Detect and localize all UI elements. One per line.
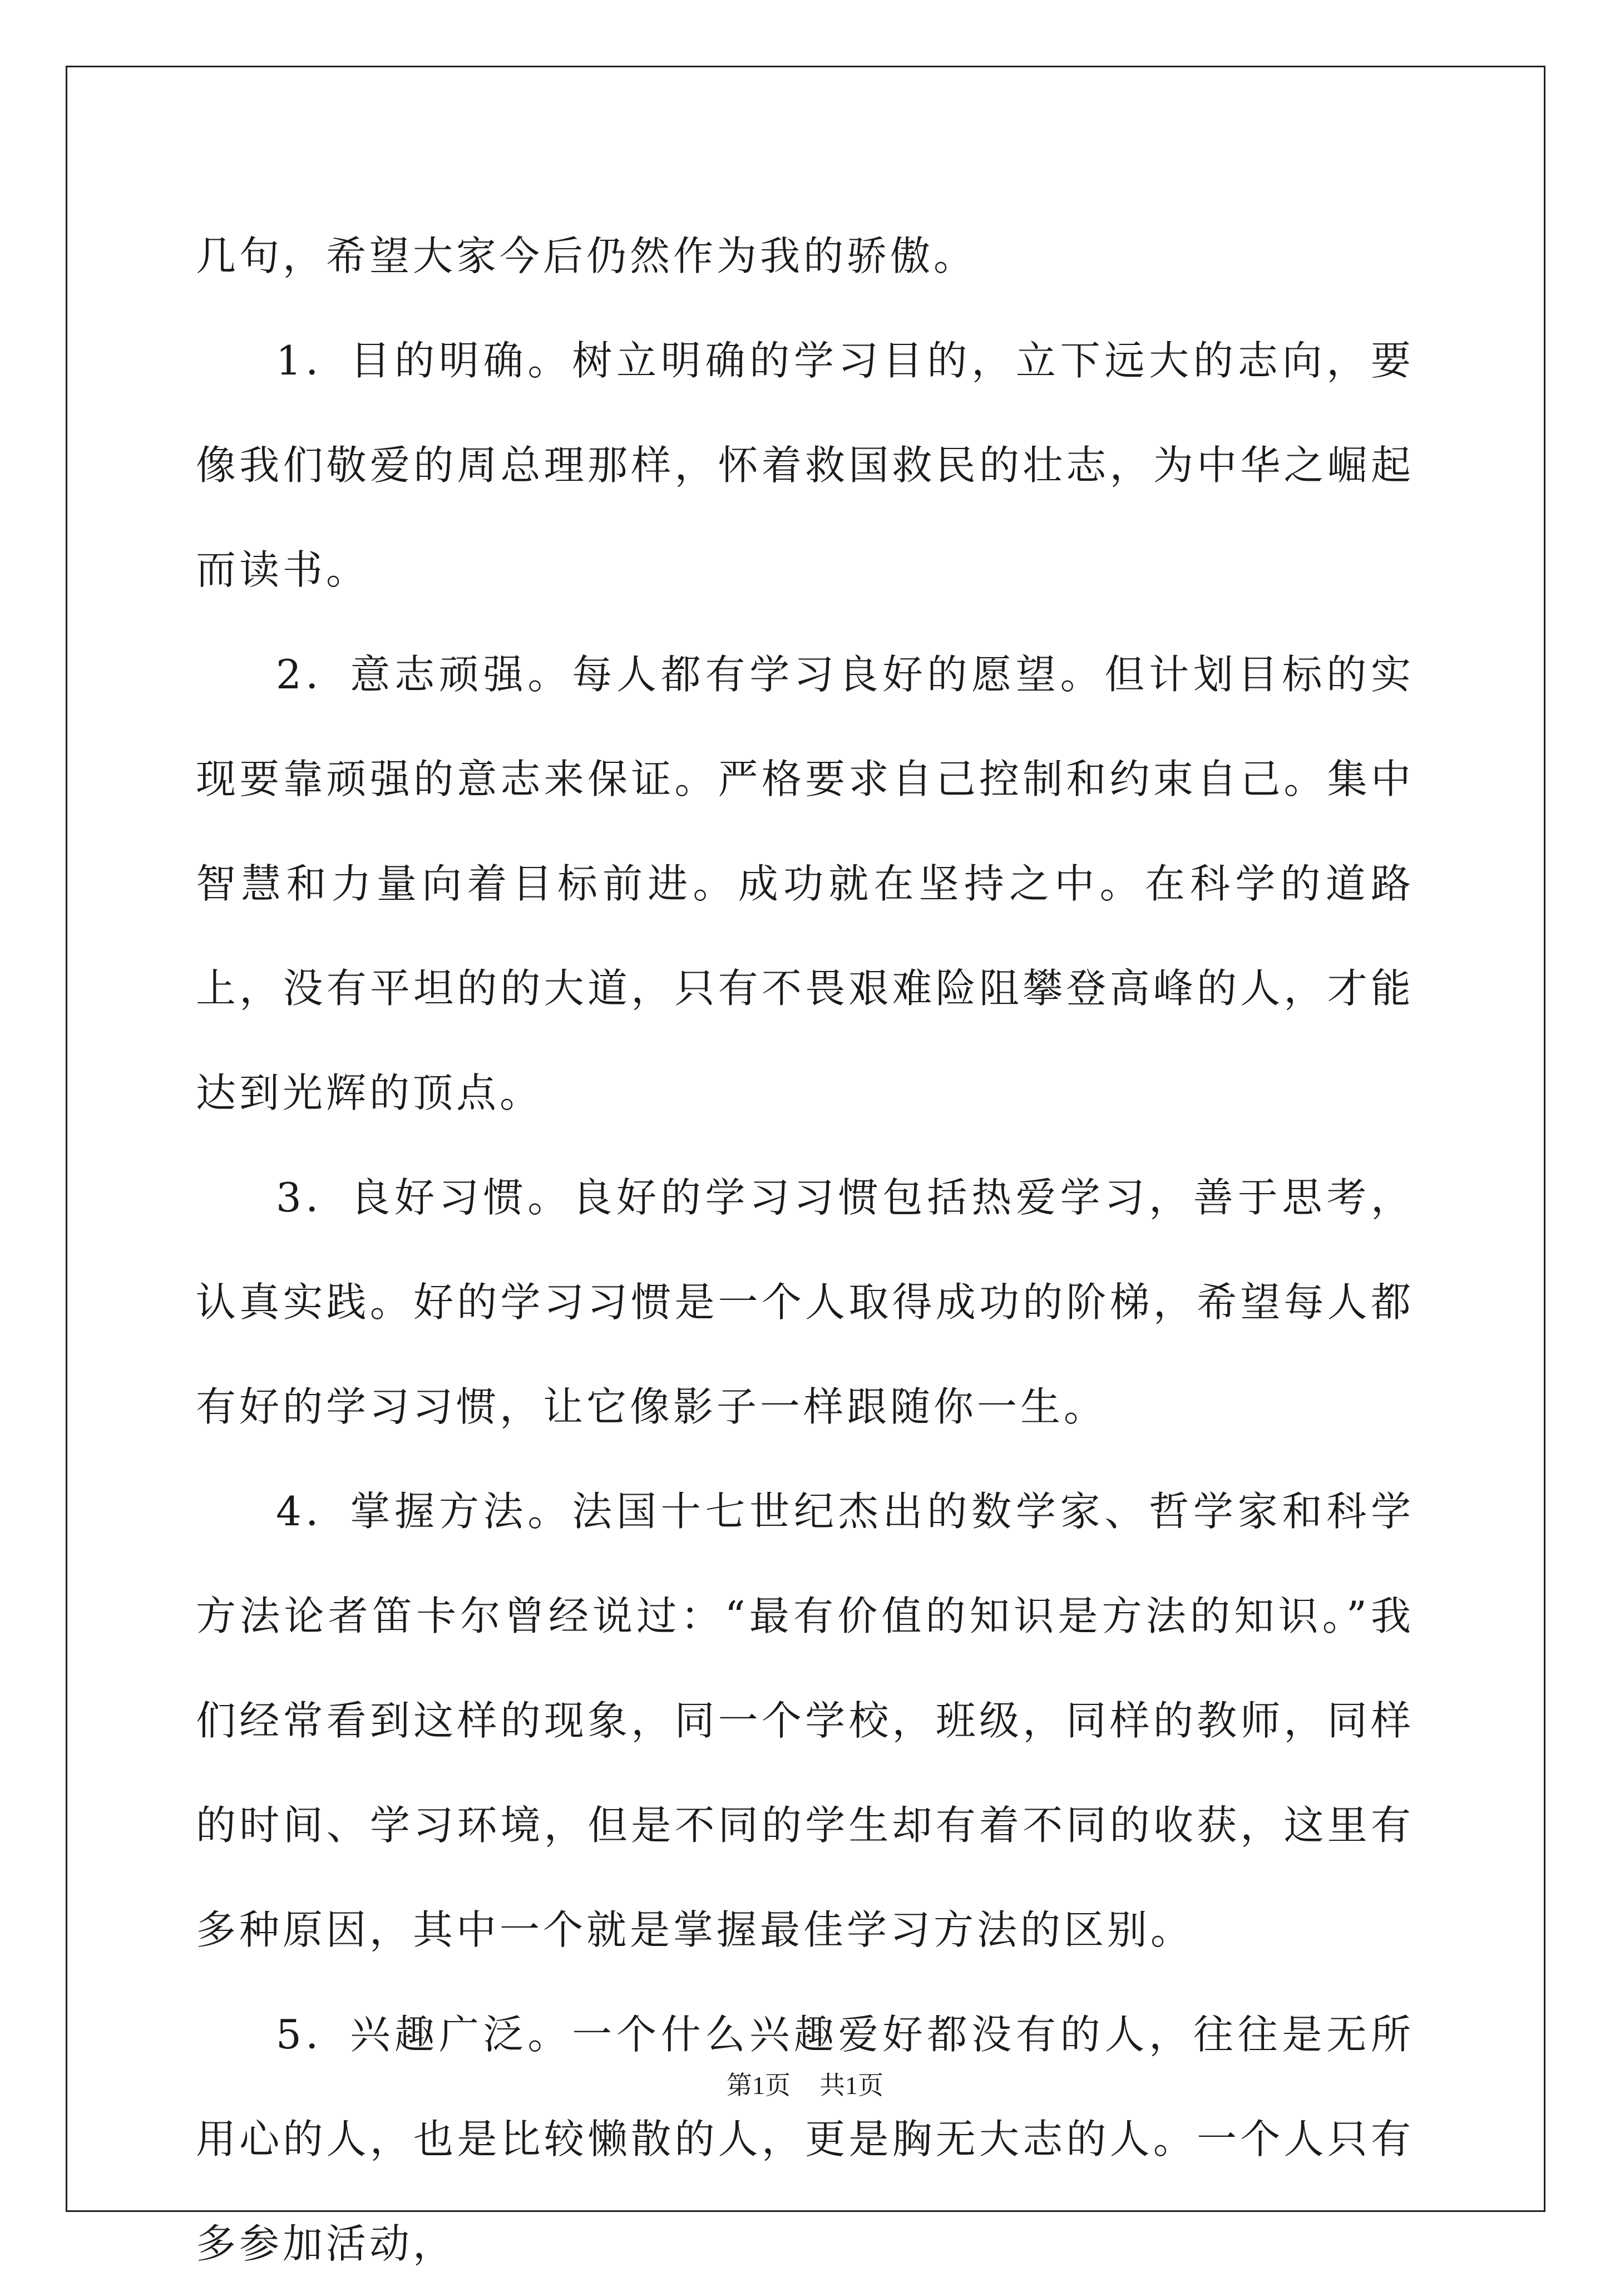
document-body: [196, 204, 1414, 2296]
page-footer: [0, 2069, 1610, 2102]
paragraph-item-3: 3．良好习惯。良好的学习习惯包括热爱学习，善于思考，认真实践。好的学习习惯是一个人取得成功的阶梯，希望每人都有好的学习习惯，让它像影子一样跟随你一生。: [196, 1174, 1414, 1430]
page-number-current: 第1页: [727, 2071, 791, 2100]
page-number-total: 共1页: [819, 2071, 883, 2100]
paragraph-item-2: 2．意志顽强。每人都有学习良好的愿望。但计划目标的实现要靠顽强的意志来保证。严格要求自己控制和约束自己。集中智慧和力量向着目标前进。成功就在坚持之中。在科学的道路上，没有平坦的的大道，只有不畏艰难险阻攀登高峰的人，才能达到光辉的顶点。: [196, 651, 1414, 1116]
paragraph-item-4: 4．掌握方法。法国十七世纪杰出的数学家、哲学家和科学方法论者笛卡尔曾经说过：“最有价值的知识是方法的知识。”我们经常看到这样的现象，同一个学校，班级，同样的教师，同样的时间、学习环境，但是不同的学生却有着不同的收获，这里有多种原因，其中一个就是掌握最佳学习方法的区别。: [196, 1488, 1414, 1953]
paragraph-item-1: 1．目的明确。树立明确的学习目的，立下远大的志向，要像我们敬爱的周总理那样，怀着救国救民的壮志，为中华之崛起而读书。: [196, 337, 1414, 593]
paragraph-item-5: 5．兴趣广泛。一个什么兴趣爱好都没有的人，往往是无所用心的人，也是比较懒散的人，更是胸无大志的人。一个人只有多参加活动，: [196, 2011, 1414, 2267]
paragraph-continuation: 几句，希望大家今后仍然作为我的骄傲。: [196, 233, 977, 279]
